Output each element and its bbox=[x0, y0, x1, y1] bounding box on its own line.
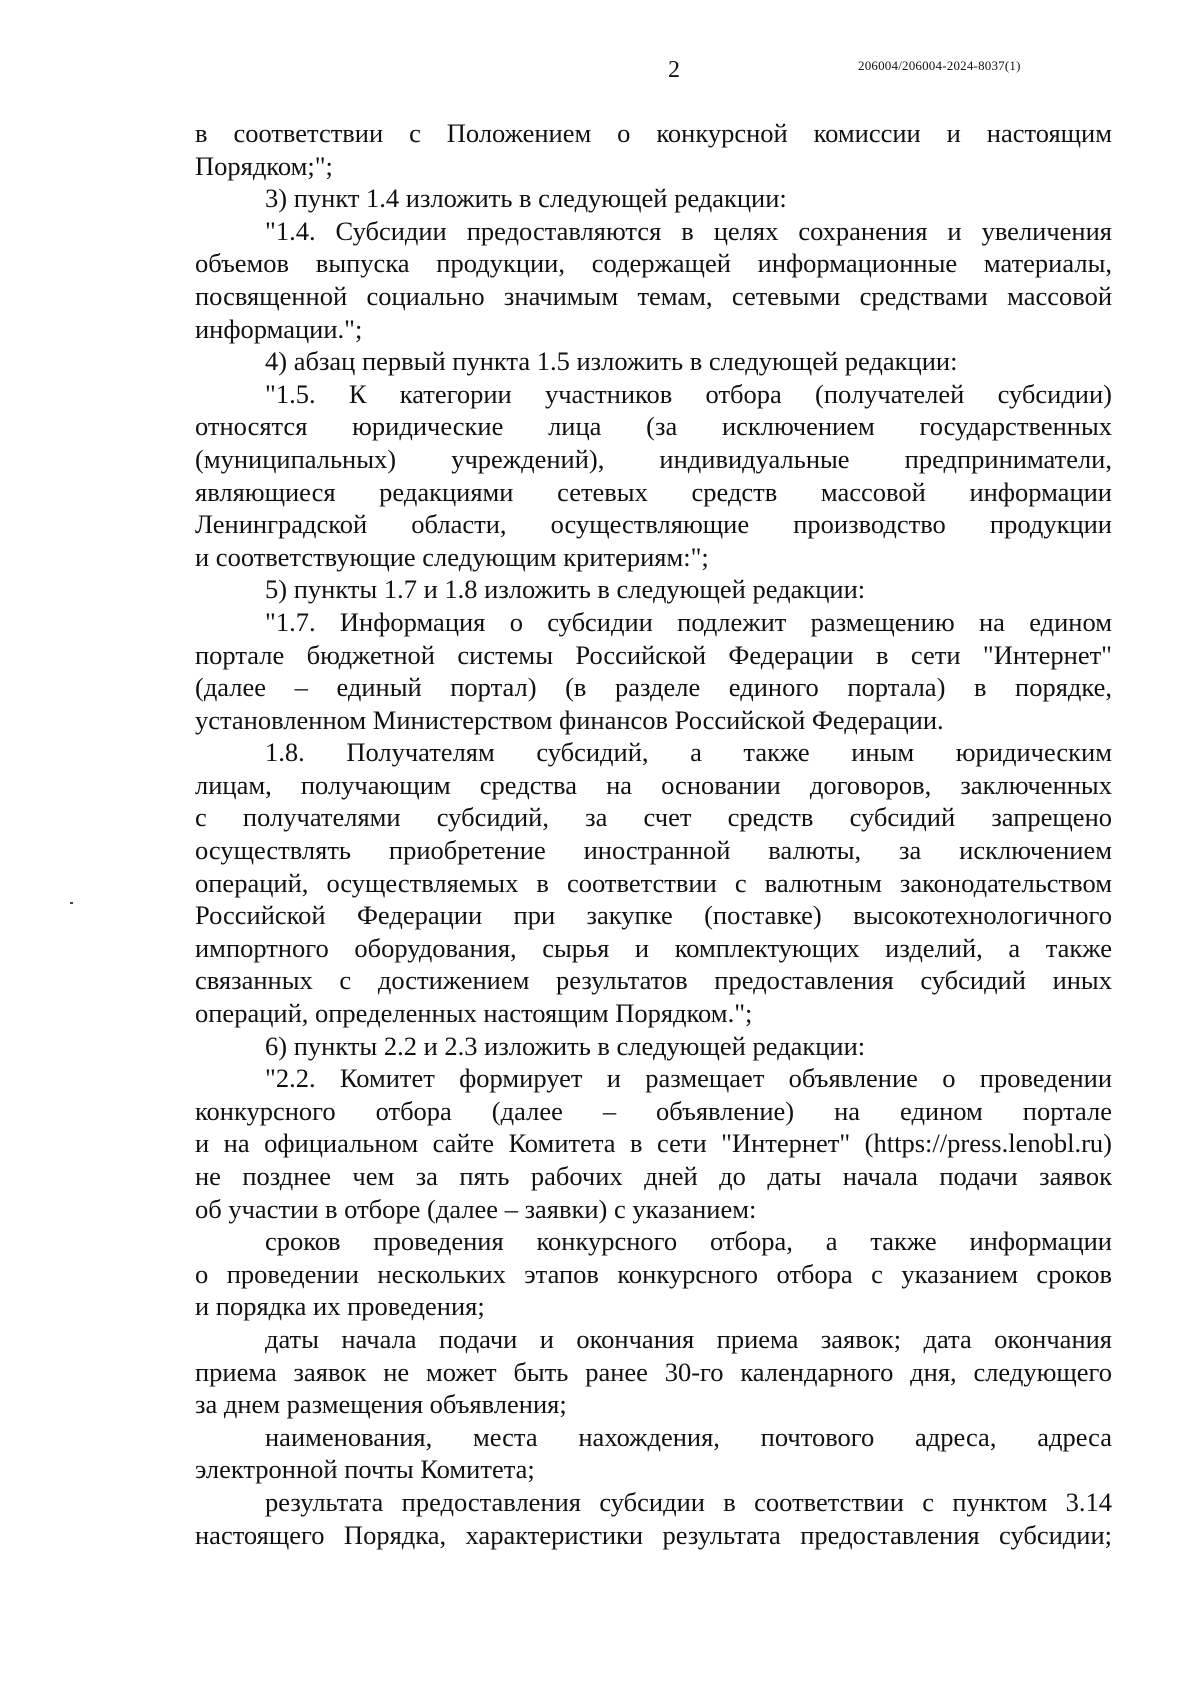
text-line: не позднее чем за пять рабочих дней до даты начала подачи заявок bbox=[195, 1161, 1112, 1191]
text-line: сроков проведения конкурсного отбора, а также информации bbox=[265, 1226, 1112, 1257]
text-line: и на официальном сайте Комитета в сети "Интернет" (https://press.lenobl.ru) bbox=[195, 1128, 1112, 1159]
text-line: 6) пункты 2.2 и 2.3 изложить в следующей редакции: bbox=[265, 1030, 866, 1061]
text-line: о проведении нескольких этапов конкурсного отбора с указанием сроков bbox=[195, 1258, 1112, 1289]
text-line: лицам, получающим средства на основании договоров, заключенных bbox=[195, 769, 1112, 800]
paragraph bbox=[195, 1030, 1112, 1063]
paragraph bbox=[195, 1421, 1112, 1486]
text-line: 4) абзац первый пункта 1.5 изложить в следующей редакции: bbox=[265, 346, 958, 377]
paragraph bbox=[195, 1225, 1112, 1323]
text-line: осуществлять приобретение иностранной валюты, за исключением bbox=[195, 835, 1112, 866]
paragraph bbox=[195, 182, 1112, 215]
paragraph bbox=[195, 117, 1112, 182]
text-line: Порядком;"; bbox=[195, 150, 333, 181]
text-line: об участии в отборе (далее – заявки) с указанием: bbox=[195, 1193, 757, 1224]
text-line: 1.8. Получателям субсидий, а также иным юридическим bbox=[265, 737, 1112, 768]
text-line: приема заявок не может быть ранее 30-го календарного дня, следующего bbox=[195, 1356, 1112, 1387]
text-line: в соответствии с Положением о конкурсной комиссии и настоящим bbox=[195, 118, 1112, 148]
text-line: связанных с достижением результатов предоставления субсидий иных bbox=[195, 965, 1112, 996]
page-number: 2 bbox=[668, 57, 680, 83]
text-line: объемов выпуска продукции, содержащей информационные материалы, bbox=[195, 248, 1112, 279]
text-line: "1.5. К категории участников отбора (получателей субсидии) bbox=[265, 378, 1112, 409]
paragraph bbox=[195, 736, 1112, 1029]
paragraph bbox=[195, 573, 1112, 606]
text-line: с получателями субсидий, за счет средств субсидий запрещено bbox=[195, 802, 1112, 833]
text-line: 3) пункт 1.4 изложить в следующей редакции: bbox=[265, 183, 787, 214]
text-line: наименования, места нахождения, почтового адреса, адреса bbox=[265, 1421, 1112, 1452]
paragraph bbox=[195, 1323, 1112, 1421]
text-line: электронной почты Комитета; bbox=[195, 1454, 535, 1485]
text-line: импортного оборудования, сырья и комплектующих изделий, а также bbox=[195, 932, 1112, 963]
text-line: даты начала подачи и окончания приема заявок; дата окончания bbox=[265, 1323, 1112, 1354]
text-line: "2.2. Комитет формирует и размещает объявление о проведении bbox=[265, 1063, 1112, 1094]
paragraph bbox=[195, 378, 1112, 574]
text-line: и порядка их проведения; bbox=[195, 1291, 485, 1322]
text-line: (далее – единый портал) (в разделе единого портала) в порядке, bbox=[195, 672, 1112, 703]
text-line: "1.7. Информация о субсидии подлежит размещению на едином bbox=[265, 606, 1112, 637]
text-line: за днем размещения объявления; bbox=[195, 1389, 567, 1420]
text-line: портале бюджетной системы Российской Федерации в сети "Интернет" bbox=[195, 639, 1112, 670]
text-line: посвященной социально значимым темам, сетевыми средствами массовой bbox=[195, 280, 1112, 311]
text-line: 5) пункты 1.7 и 1.8 изложить в следующей редакции: bbox=[265, 574, 866, 605]
paragraph bbox=[195, 345, 1112, 378]
text-line: конкурсного отбора (далее – объявление) на едином портале bbox=[195, 1095, 1112, 1126]
text-line: информации."; bbox=[195, 313, 363, 344]
paragraph bbox=[195, 1486, 1112, 1551]
text-line: Российской Федерации при закупке (поставке) высокотехнологичного bbox=[195, 900, 1112, 931]
paragraph bbox=[195, 606, 1112, 736]
text-line: операций, осуществляемых в соответствии с валютным законодательством bbox=[195, 867, 1112, 898]
text-line: (муниципальных) учреждений), индивидуальные предприниматели, bbox=[195, 443, 1112, 474]
text-line: "1.4. Субсидии предоставляются в целях сохранения и увеличения bbox=[265, 215, 1112, 246]
scan-artifact-mark bbox=[70, 902, 73, 904]
paragraph bbox=[195, 215, 1112, 345]
text-line: результата предоставления субсидии в соответствии с пунктом 3.14 bbox=[265, 1486, 1112, 1517]
text-line: операций, определенных настоящим Порядком."; bbox=[195, 998, 753, 1029]
paragraph bbox=[195, 1062, 1112, 1225]
text-line: относятся юридические лица (за исключением государственных bbox=[195, 411, 1112, 442]
text-line: являющиеся редакциями сетевых средств массовой информации bbox=[195, 476, 1112, 507]
document-number: 206004/206004-2024-8037(1) bbox=[858, 58, 1021, 73]
document-body bbox=[195, 117, 1112, 1551]
text-line: настоящего Порядка, характеристики результата предоставления субсидии; bbox=[195, 1519, 1112, 1550]
text-line: и соответствующие следующим критериям:"; bbox=[195, 541, 709, 572]
text-line: установленном Министерством финансов Российской Федерации. bbox=[195, 704, 944, 735]
text-line: Ленинградской области, осуществляющие производство продукции bbox=[195, 509, 1112, 540]
